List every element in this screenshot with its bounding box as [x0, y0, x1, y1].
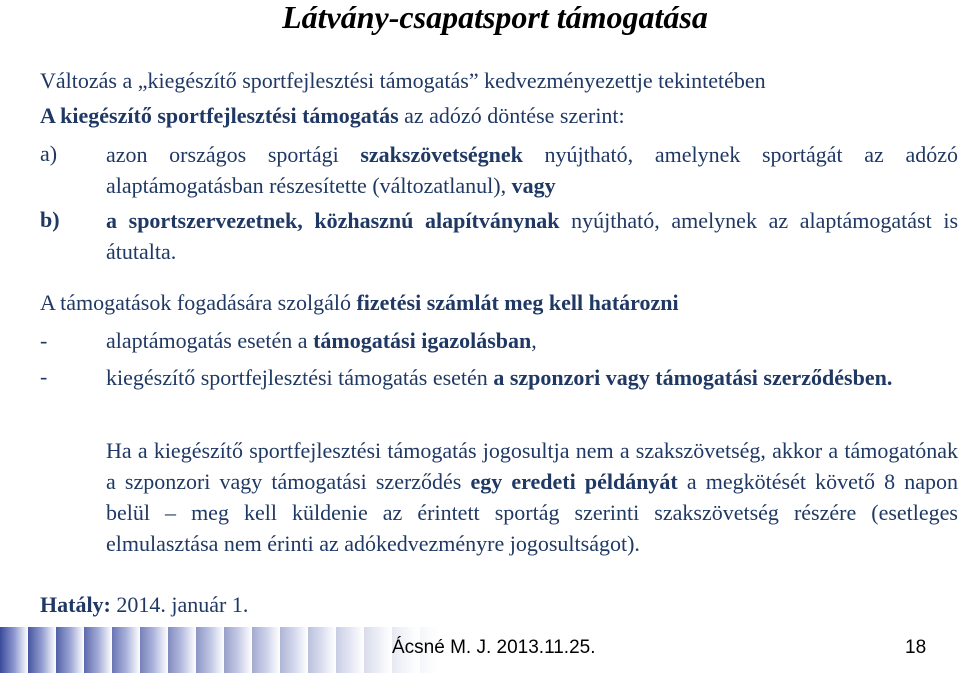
account-b1: fizetési számlát meg kell határozni — [356, 290, 679, 315]
para-t1: Ha a kiegészítő sportfejlesztési támogatás jogosultja nem a szakszövetség, akkor a támogatónak a szponzori vagy támogatási szerződés — [106, 438, 958, 494]
option-a-b2: vagy — [511, 173, 556, 198]
dash2-text — [106, 362, 958, 393]
intro-bold: A kiegészítő sportfejlesztési támogatás — [40, 103, 399, 128]
option-a-b1: szakszövetségnek — [360, 142, 523, 167]
account-t1: A támogatások fogadására szolgáló — [40, 290, 357, 315]
dash1-b1: támogatási igazolásban — [313, 328, 532, 353]
footer-author-date: Ácsné M. J. 2013.11.25. — [392, 637, 596, 658]
subtitle: Változás a „kiegészítő sportfejlesztési támogatás” kedvezményezettje tekintetében — [40, 68, 766, 93]
effect-bold: Hatály: — [40, 592, 111, 617]
dash1-text — [106, 328, 537, 354]
dash1-t2: , — [531, 328, 537, 353]
option-b-b1: a sportszervezetnek, közhasznú alapítványnak — [106, 208, 560, 233]
dash2-b1: a szponzori vagy támogatási szerződésben. — [493, 365, 893, 390]
page-number: 18 — [905, 637, 927, 658]
dash2-marker: - — [40, 364, 48, 389]
para-b1: egy eredeti példányát — [470, 469, 678, 494]
dash1-marker: - — [40, 328, 48, 353]
option-b-text — [106, 205, 958, 267]
footer-gradient-bar — [0, 627, 440, 673]
intro-line — [40, 103, 625, 129]
option-b-label: b) — [40, 207, 60, 232]
option-a-t1: azon országos sportági — [106, 142, 361, 167]
intro-rest: az adózó döntése szerint: — [398, 103, 625, 128]
option-b-t1: nyújtható, amelynek az alaptámogatást is átutalta. — [106, 208, 958, 264]
paragraph — [40, 435, 958, 559]
dash1-t1: alaptámogatás esetén a — [106, 328, 314, 353]
effect-rest: 2014. január 1. — [110, 592, 249, 617]
option-a-t2: nyújtható, amelynek sportágát az adózó alaptámogatásban részesítette (változatlanul), — [106, 142, 958, 198]
option-a-text — [106, 139, 958, 201]
effective-date — [40, 592, 248, 618]
para-t2: a megkötését követő 8 napon belül – meg kell küldenie az érintett sportág szerinti szakszövetség részére (esetleges elmulasztása nem érinti az adókedvezményre jogosultságot). — [106, 469, 958, 556]
dash2-t1: kiegészítő sportfejlesztési támogatás esetén — [106, 365, 494, 390]
account-line — [40, 290, 679, 316]
option-a-label: a) — [40, 141, 58, 166]
page-title: Látvány-csapatsport támogatása — [282, 0, 708, 35]
